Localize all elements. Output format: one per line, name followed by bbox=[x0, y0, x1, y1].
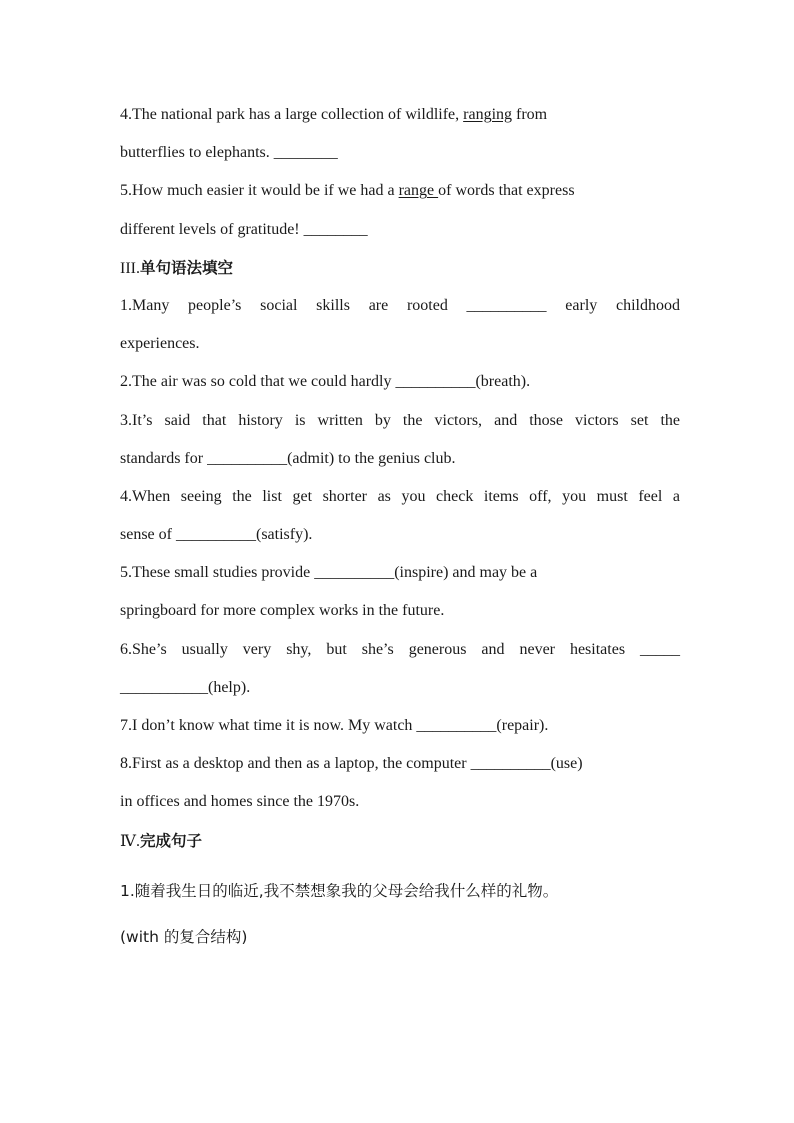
section-heading bbox=[120, 822, 680, 860]
item-line: 1.随着我生日的临近,我不禁想象我的父母会给我什么样的礼物。 bbox=[120, 881, 559, 900]
text-segment: of words that express bbox=[438, 182, 575, 200]
section-heading bbox=[120, 249, 680, 287]
item-line bbox=[120, 96, 680, 134]
text-segment: 5.How much easier it would be if we had a bbox=[120, 182, 399, 200]
item-line: sense of __________(satisfy). bbox=[120, 526, 313, 544]
section-title: 完成句子 bbox=[139, 831, 202, 850]
item-line: 6.She’s usually very shy, but she’s generous and never hesitates _____ bbox=[120, 640, 680, 658]
item-line: 2.The air was so cold that we could hardly __________(breath). bbox=[120, 373, 531, 391]
hint-line: (with 的复合结构) bbox=[120, 927, 248, 946]
item-line: standards for __________(admit) to the genius club. bbox=[120, 449, 456, 467]
item-line: springboard for more complex works in the future. bbox=[120, 602, 445, 620]
underlined-word: range bbox=[398, 182, 439, 200]
section-title: 单句语法填空 bbox=[139, 258, 233, 277]
text-segment: 4.The national park has a large collection of wildlife, bbox=[120, 106, 464, 123]
item-line: butterflies to elephants. ________ bbox=[120, 144, 338, 162]
item-line: different levels of gratitude! ________ bbox=[120, 220, 368, 238]
item-line: experiences. bbox=[120, 335, 200, 353]
worksheet-content bbox=[120, 96, 680, 960]
section-roman: Ⅳ. bbox=[120, 832, 140, 850]
item-line: ___________(help). bbox=[120, 678, 251, 696]
underlined-word: ranging bbox=[463, 106, 513, 123]
item-line: 4.When seeing the list get shorter as you check items off, you must feel a bbox=[120, 487, 680, 505]
text-segment: from bbox=[512, 106, 548, 123]
item-line bbox=[120, 172, 680, 210]
item-line: 5.These small studies provide __________(inspire) and may be a bbox=[120, 564, 538, 582]
item-line: 8.First as a desktop and then as a laptop, the computer __________(use) bbox=[120, 755, 583, 773]
spacer bbox=[120, 860, 680, 868]
section-roman: III. bbox=[120, 259, 140, 277]
item-line: 7.I don’t know what time it is now. My watch __________(repair). bbox=[120, 717, 549, 734]
item-line: 1.Many people’s social skills are rooted __________ early childhood bbox=[120, 296, 680, 314]
item-line: 3.It’s said that history is written by the victors, and those victors set the bbox=[120, 411, 680, 429]
item-line: in offices and homes since the 1970s. bbox=[120, 793, 360, 811]
